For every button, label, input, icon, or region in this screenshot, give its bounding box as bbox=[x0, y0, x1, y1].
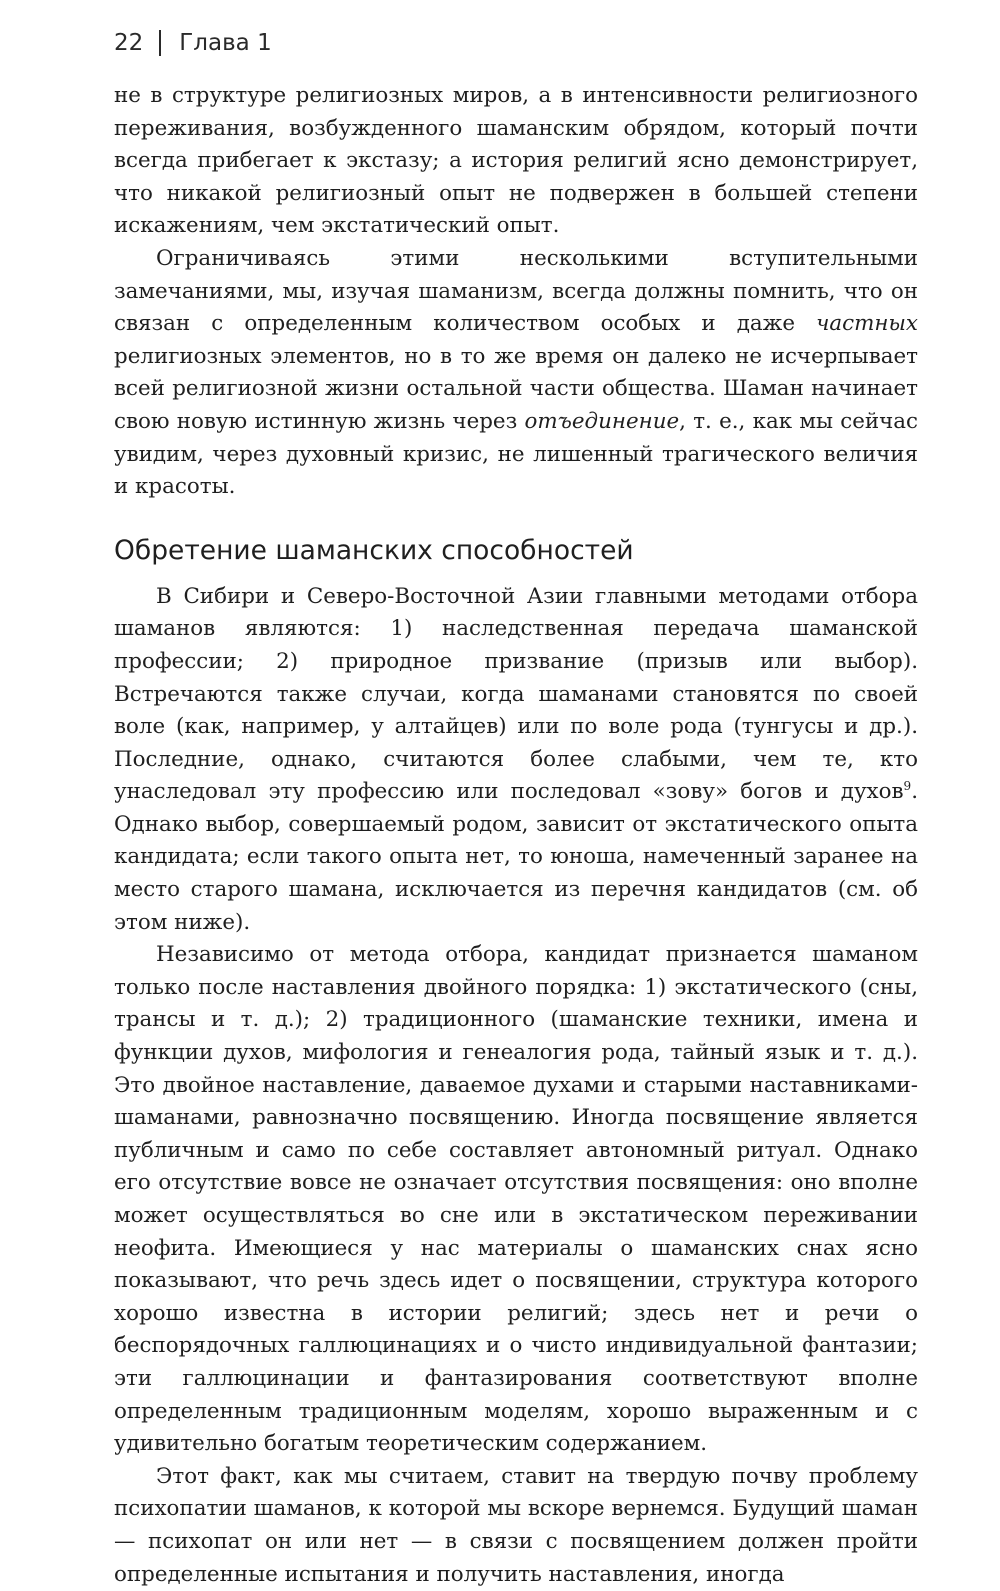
section-heading: Обретение шаманских способностей bbox=[114, 534, 634, 566]
header-separator bbox=[159, 30, 161, 56]
paragraph-2-part-3: , т. е., как мы сейчас увидим, через духовный кризис, не лишенный трагического величия и красоты. bbox=[114, 408, 918, 500]
running-head bbox=[114, 30, 272, 56]
paragraph-1: не в структуре религиозных миров, а в интенсивности религиозного переживания, возбужденного шаманским обрядом, который почти всегда прибегает к экстазу; а история религий ясно демонстрирует, что никакой религиозный опыт не подвержен в большей степени искажениям, чем экстатический опыт. bbox=[114, 83, 918, 239]
paragraph-3-part-1: В Сибири и Северо-Восточной Азии главными методами отбора шаманов являются: 1) наследственная передача шаманской профессии; 2) природное призвание (призыв или выбор). Встречаются также случаи, когда шаманами становятся по своей воле (как, например, у алтайцев) или по воле рода (тунгусы и др.). Последние, однако, считаются более слабыми, чем те, кто унаследовал эту профессию или последовал «зову» богов и духов bbox=[114, 583, 918, 805]
paragraph-2-part-1: Ограничиваясь этими несколькими вступительными замечаниями, мы, изучая шаманизм, всегда должны помнить, что он связан с определенным количеством особых и даже bbox=[114, 245, 918, 337]
emphasis-otedinenie: отъединение bbox=[524, 408, 680, 434]
paragraph-4: Независимо от метода отбора, кандидат признается шаманом только после наставления двойного порядка: 1) экстатического (сны, трансы и т. д.); 2) традиционного (шаманские техники, имена и функции духов, мифология и генеалогия рода, тайный язык и т. д.). Это двойное наставление, даваемое духами и старыми наставниками-шаманами, равнозначно посвящению. Иногда посвящение является публичным и само по себе составляет автономный ритуал. Однако его отсутствие вовсе не означает отсутствия посвящения: оно вполне может осуществляться во сне или в экстатическом переживании неофита. Имеющиеся у нас материалы о шаманских снах ясно показывают, что речь здесь идет о посвящении, структура которого хорошо известна в истории религий; здесь нет и речи о беспорядочных галлюцинациях и о чисто индивидуальной фантазии; эти галлюцинации и фантазирования соответствуют вполне определенным традиционным моделям, хорошо выраженным и с удивительно богатым теоретическим содержанием. bbox=[114, 942, 918, 1457]
emphasis-chastnyh: частных bbox=[816, 311, 918, 337]
paragraph-3-part-2: . Однако выбор, совершаемый родом, зависит от экстатического опыта кандидата; если такого опыта нет, то юноша, намеченный заранее на место старого шамана, исключается из перечня кандидатов (см. об этом ниже). bbox=[114, 779, 918, 935]
paragraph-3 bbox=[114, 581, 918, 940]
body-text bbox=[114, 80, 918, 1591]
paragraph-2-part-2: религиозных элементов, но в то же время он далеко не исчерпывает всей религиозной жизни остальной части общества. Шаман начинает свою новую истинную жизнь через bbox=[114, 343, 918, 434]
paragraph-5: Этот факт, как мы считаем, ставит на твердую почву проблему психопатии шаманов, к которой мы вскоре вернемся. Будущий шаман — психопат он или нет — в связи с посвящением должен пройти определенные испытания и получить наставления, иногда bbox=[114, 1463, 918, 1587]
chapter-title: Глава 1 bbox=[179, 30, 272, 56]
page-number: 22 bbox=[114, 30, 144, 56]
footnote-marker[interactable]: 9 bbox=[903, 779, 912, 794]
paragraph-2 bbox=[114, 243, 918, 504]
